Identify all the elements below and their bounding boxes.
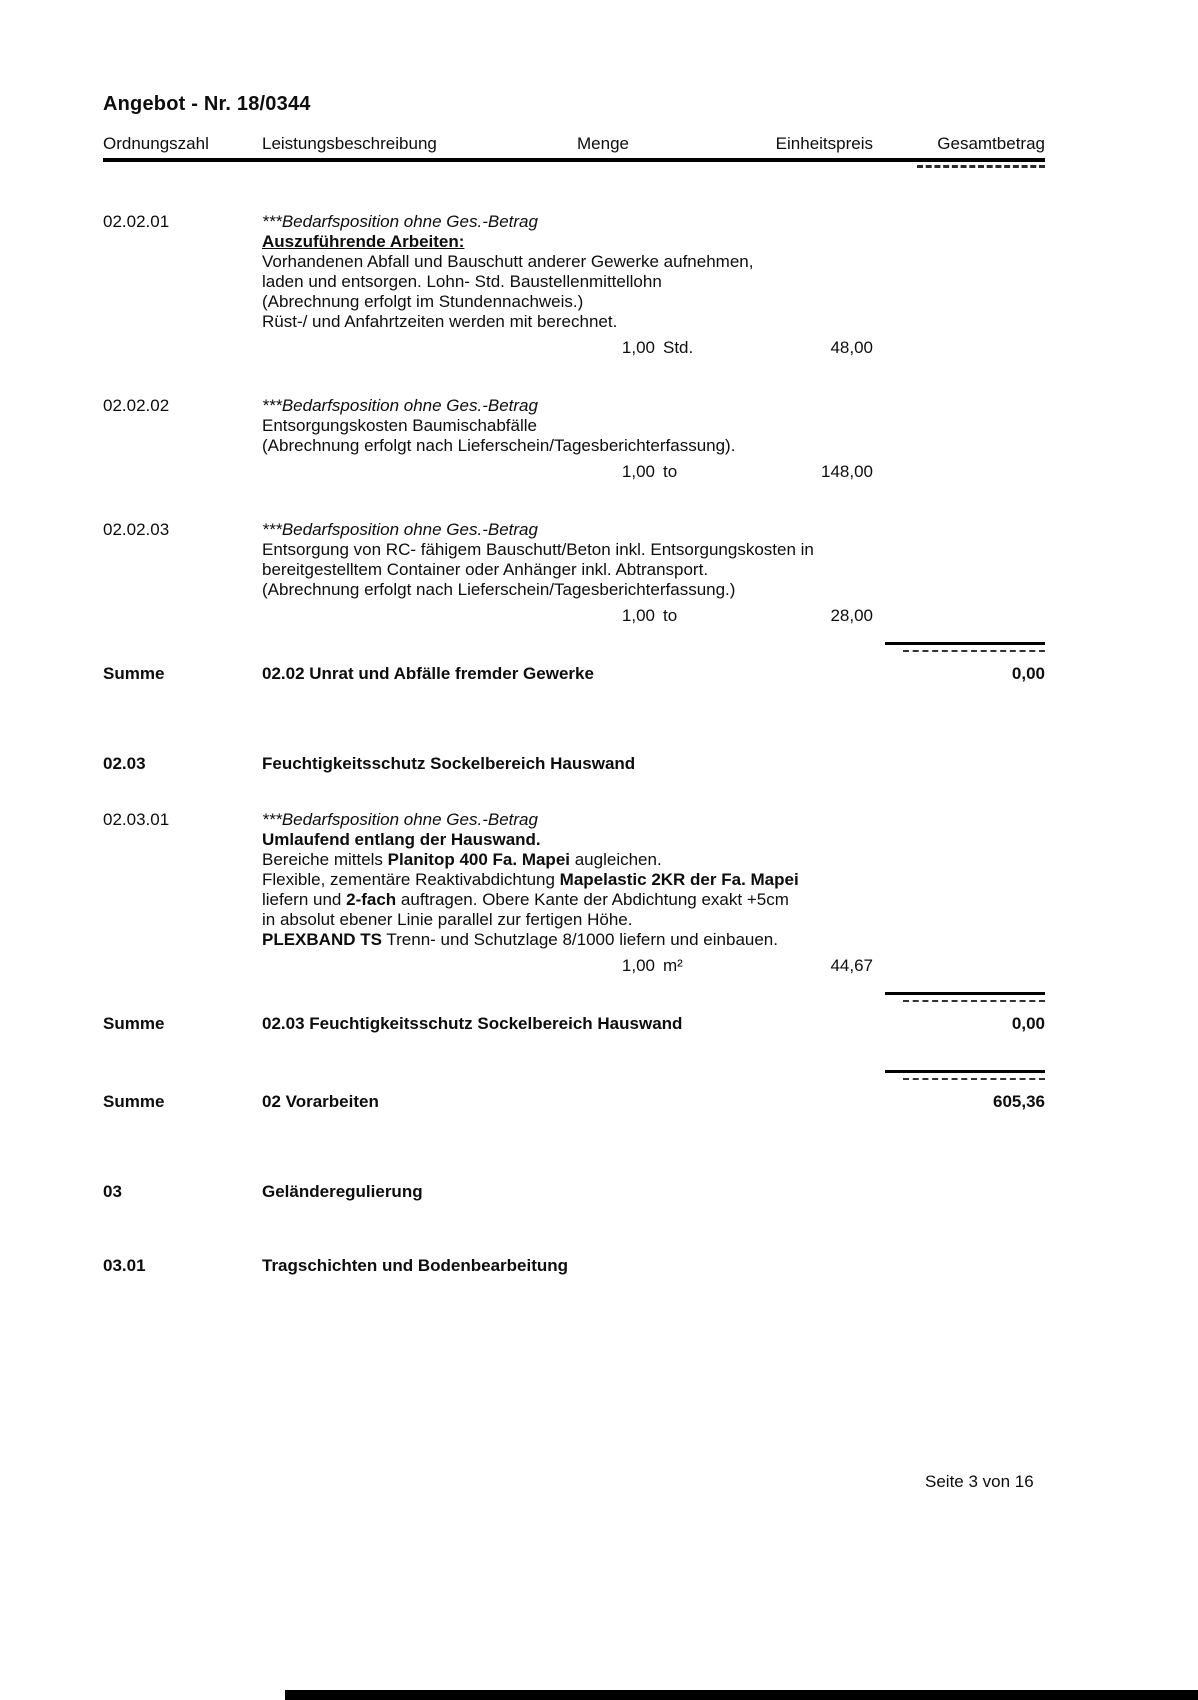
- quantity-line: [262, 956, 1045, 976]
- description-segment: laden und entsorgen. Lohn- Std. Baustellenmittellohn: [262, 272, 662, 291]
- item-description: [262, 810, 1045, 976]
- section-id: 03.01: [103, 1256, 146, 1275]
- description-segment: PLEXBAND TS: [262, 930, 382, 949]
- column-label-menge: Menge: [577, 134, 629, 153]
- table-rows: [103, 212, 1045, 1276]
- description-segment: Trenn- und Schutzlage 8/1000 liefern und einbauen.: [381, 930, 778, 949]
- description-line: [262, 252, 1045, 272]
- unit-price-value: 44,67: [830, 956, 873, 975]
- sum-total: 0,00: [1011, 1014, 1045, 1033]
- column-label-leistungsbeschreibung: Leistungsbeschreibung: [262, 134, 437, 153]
- description-line: [262, 416, 1045, 436]
- sum-rule: [885, 992, 1045, 995]
- item-id: 02.02.01: [103, 212, 170, 231]
- sum-rule: [885, 1070, 1045, 1073]
- item-description: [262, 396, 1045, 482]
- sum-rule: [885, 642, 1045, 645]
- sum-rule-dashes: [903, 650, 1045, 652]
- unit-label: to: [663, 462, 678, 481]
- table-row: [103, 642, 1045, 684]
- item-id: 02.03.01: [103, 810, 170, 829]
- description-segment: Auszuführende Arbeiten:: [262, 232, 465, 251]
- quantity-line: [262, 338, 1045, 358]
- description-line: [262, 810, 1045, 830]
- description-line: [262, 312, 1045, 332]
- description-line: [262, 520, 1045, 540]
- table-row: [103, 1182, 1045, 1202]
- description-line: [262, 910, 1045, 930]
- description-line: [262, 870, 1045, 890]
- description-segment: in absolut ebener Linie parallel zur fertigen Höhe.: [262, 910, 633, 929]
- description-segment: liefern und: [262, 890, 347, 909]
- sum-rule-dashes: [903, 1078, 1045, 1080]
- description-segment: augleichen.: [570, 850, 662, 869]
- table-row: [103, 992, 1045, 1034]
- sum-rule-dashes: [903, 1000, 1045, 1002]
- sum-description: 02 Vorarbeiten: [262, 1092, 379, 1111]
- description-segment: Mapelastic 2KR der Fa. Mapei: [559, 870, 799, 889]
- item-description: [262, 212, 1045, 358]
- description-line: [262, 580, 1045, 600]
- description-line: [262, 212, 1045, 232]
- description-segment: (Abrechnung erfolgt im Stundennachweis.): [262, 292, 584, 311]
- sum-row: [103, 1014, 1045, 1034]
- unit-price-value: 48,00: [830, 338, 873, 357]
- document-content: [103, 93, 1045, 1276]
- description-line: [262, 830, 1045, 850]
- section-id: 02.03: [103, 754, 146, 773]
- unit-label: to: [663, 606, 678, 625]
- table-row: [103, 754, 1045, 774]
- column-label-ordnungszahl: Ordnungszahl: [103, 134, 209, 153]
- quantity-value: 1,00: [621, 956, 655, 975]
- sum-row: [103, 664, 1045, 684]
- description-segment: ***Bedarfsposition ohne Ges.-Betrag: [262, 520, 538, 539]
- page-footer: Seite 3 von 16: [925, 1472, 1034, 1491]
- quantity-value: 1,00: [621, 338, 655, 357]
- description-segment: Bereiche mittels: [262, 850, 388, 869]
- description-segment: auftragen. Obere Kante der Abdichtung exakt +5cm: [396, 890, 789, 909]
- section-title: Feuchtigkeitsschutz Sockelbereich Hauswand: [262, 754, 636, 773]
- unit-label: m²: [663, 956, 683, 975]
- sum-total: 605,36: [993, 1092, 1045, 1111]
- item-id: 02.02.02: [103, 396, 170, 415]
- description-segment: ***Bedarfsposition ohne Ges.-Betrag: [262, 810, 538, 829]
- description-segment: Vorhandenen Abfall und Bauschutt anderer Gewerke aufnehmen,: [262, 252, 754, 271]
- description-line: [262, 396, 1045, 416]
- sum-label: Summe: [103, 1092, 165, 1111]
- header-rule: [103, 158, 1045, 162]
- description-segment: Rüst-/ und Anfahrtzeiten werden mit berechnet.: [262, 312, 618, 331]
- column-label-einheitspreis: Einheitspreis: [775, 134, 873, 153]
- description-line: [262, 850, 1045, 870]
- unit-price-value: 148,00: [821, 462, 873, 481]
- description-line: [262, 930, 1045, 950]
- sum-row: [103, 1092, 1045, 1112]
- table-row: [103, 396, 1045, 482]
- unit-price-value: 28,00: [830, 606, 873, 625]
- page-title: Angebot - Nr. 18/0344: [103, 93, 311, 115]
- table-row: [103, 810, 1045, 976]
- quantity-value: 1,00: [621, 606, 655, 625]
- description-segment: (Abrechnung erfolgt nach Lieferschein/Tagesberichterfassung.): [262, 580, 736, 599]
- table-row: [103, 212, 1045, 358]
- description-segment: (Abrechnung erfolgt nach Lieferschein/Tagesberichterfassung).: [262, 436, 736, 455]
- header-rule-dashes: [917, 165, 1045, 168]
- sum-label: Summe: [103, 1014, 165, 1033]
- section-id: 03: [103, 1182, 122, 1201]
- section-title: Tragschichten und Bodenbearbeitung: [262, 1256, 569, 1275]
- table-row: [103, 1256, 1045, 1276]
- description-segment: ***Bedarfsposition ohne Ges.-Betrag: [262, 212, 538, 231]
- sum-total: 0,00: [1011, 664, 1045, 683]
- description-segment: Entsorgung von RC- fähigem Bauschutt/Beton inkl. Entsorgungskosten in: [262, 540, 814, 559]
- quantity-line: [262, 606, 1045, 626]
- description-line: [262, 540, 1045, 560]
- description-line: [262, 436, 1045, 456]
- quantity-value: 1,00: [621, 462, 655, 481]
- description-segment: Planitop 400 Fa. Mapei: [387, 850, 570, 869]
- description-segment: Flexible, zementäre Reaktivabdichtung: [262, 870, 560, 889]
- table-header: [103, 134, 1045, 156]
- description-line: [262, 272, 1045, 292]
- description-segment: ***Bedarfsposition ohne Ges.-Betrag: [262, 396, 538, 415]
- section-title: Geländeregulierung: [262, 1182, 423, 1201]
- item-description: [262, 520, 1045, 626]
- footer-bar: [285, 1690, 1198, 1700]
- description-segment: bereitgestelltem Container oder Anhänger inkl. Abtransport.: [262, 560, 709, 579]
- description-line: [262, 292, 1045, 312]
- table-row: [103, 520, 1045, 626]
- item-id: 02.02.03: [103, 520, 170, 539]
- description-segment: Umlaufend entlang der Hauswand.: [262, 830, 541, 849]
- sum-label: Summe: [103, 664, 165, 683]
- sum-description: 02.02 Unrat und Abfälle fremder Gewerke: [262, 664, 594, 683]
- description-line: [262, 560, 1045, 580]
- unit-label: Std.: [663, 338, 694, 357]
- table-row: [103, 1070, 1045, 1112]
- description-segment: 2-fach: [346, 890, 397, 909]
- quantity-line: [262, 462, 1045, 482]
- sum-description: 02.03 Feuchtigkeitsschutz Sockelbereich Hauswand: [262, 1014, 683, 1033]
- description-line: [262, 890, 1045, 910]
- column-label-gesamtbetrag: Gesamtbetrag: [937, 134, 1045, 153]
- description-segment: Entsorgungskosten Baumischabfälle: [262, 416, 537, 435]
- description-line: [262, 232, 1045, 252]
